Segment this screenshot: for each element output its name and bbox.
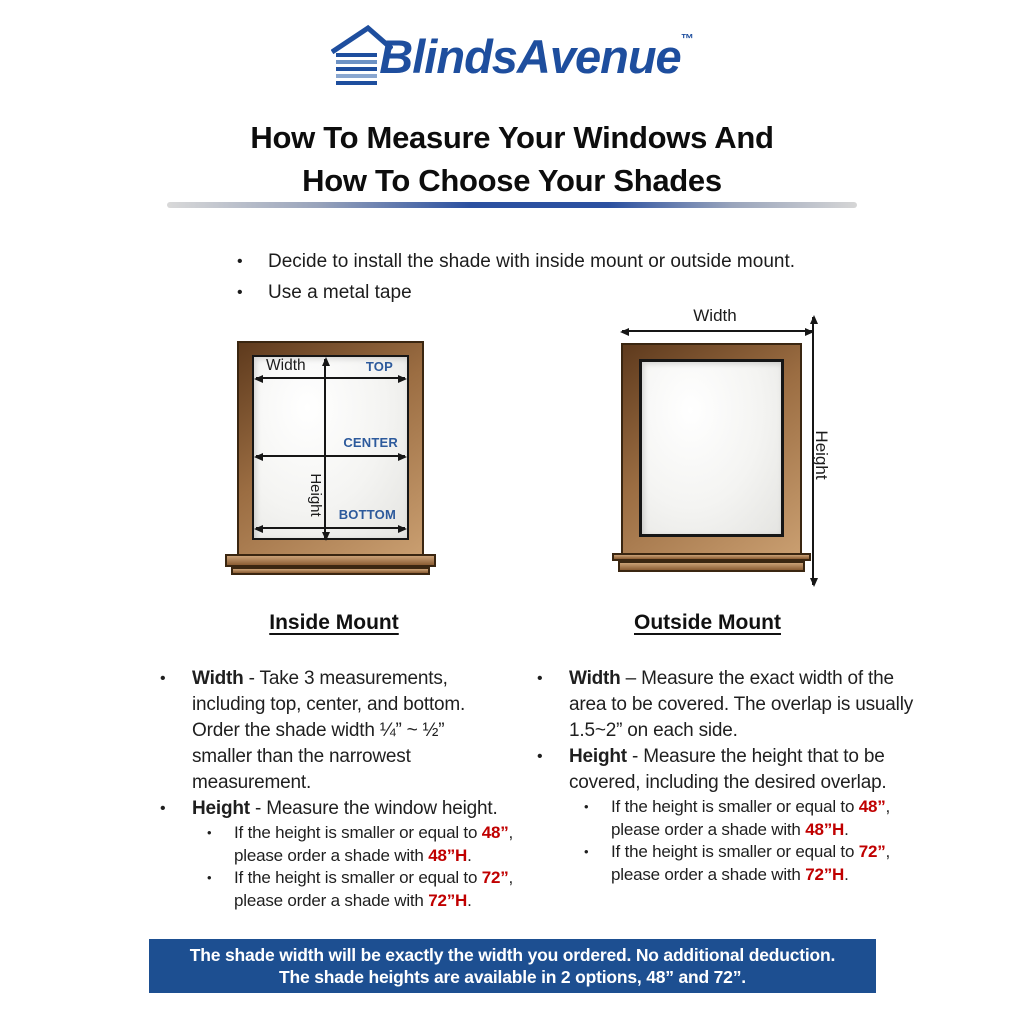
bullet-icon: • bbox=[537, 748, 543, 765]
inside-mount-instructions bbox=[155, 666, 530, 912]
center-width-measure-arrow bbox=[256, 455, 405, 457]
list-item-text: If the height is smaller or equal to 72”, please order a shade with 72”H. bbox=[234, 868, 514, 910]
logo-text: BlindsAvenue™ bbox=[379, 29, 693, 83]
trademark-symbol: ™ bbox=[680, 30, 693, 46]
list-item bbox=[205, 822, 530, 867]
inside-mount-diagram bbox=[237, 341, 424, 556]
bullet-icon: • bbox=[537, 670, 543, 687]
top-label: TOP bbox=[365, 359, 393, 374]
center-label: CENTER bbox=[343, 435, 398, 450]
bottom-width-measure-arrow bbox=[256, 527, 405, 529]
list-item bbox=[205, 867, 530, 912]
list-item-text: If the height is smaller or equal to 48”, please order a shade with 48”H. bbox=[611, 797, 891, 839]
bottom-label: BOTTOM bbox=[338, 507, 396, 522]
bullet-icon: • bbox=[160, 670, 166, 687]
list-item-text: Height - Measure the window height. bbox=[192, 798, 498, 819]
outside-mount-instructions bbox=[532, 666, 924, 886]
intro-bullet-list bbox=[237, 246, 795, 308]
list-item bbox=[155, 796, 530, 822]
bullet-icon: • bbox=[207, 870, 212, 885]
bullet-icon: • bbox=[160, 800, 166, 817]
list-item-text: Width – Measure the exact width of the area to be covered. The overlap is usually 1.5~2” on each side. bbox=[569, 668, 914, 741]
list-item bbox=[582, 841, 924, 886]
list-item-text: Height - Measure the height that to be covered, including the desired overlap. bbox=[569, 746, 887, 793]
height-label: Height bbox=[307, 473, 324, 517]
outside-mount-diagram bbox=[621, 343, 802, 555]
list-item bbox=[155, 666, 530, 796]
outside-mount-caption: Outside Mount bbox=[634, 611, 781, 634]
bullet-icon: • bbox=[584, 799, 589, 814]
bullet-icon: • bbox=[207, 825, 212, 840]
logo bbox=[0, 24, 1024, 88]
height-measure-arrow bbox=[324, 359, 326, 539]
banner-line1: The shade width will be exactly the width you ordered. No additional deduction. bbox=[189, 945, 836, 965]
page-title-line2: How To Choose Your Shades bbox=[302, 163, 722, 198]
bullet-icon: • bbox=[584, 844, 589, 859]
window-sill-base bbox=[231, 567, 430, 575]
height-label: Height bbox=[812, 430, 831, 480]
window-opening bbox=[639, 359, 784, 537]
window-sill bbox=[225, 554, 436, 567]
page-title-line1: How To Measure Your Windows And bbox=[250, 120, 774, 155]
bullet-icon: • bbox=[237, 253, 243, 270]
top-width-measure-arrow bbox=[256, 377, 405, 379]
list-item bbox=[532, 666, 924, 744]
window-sill bbox=[612, 553, 811, 561]
inside-mount-caption: Inside Mount bbox=[269, 611, 399, 634]
window-sill-base bbox=[618, 561, 805, 572]
list-item-text: If the height is smaller or equal to 48”, please order a shade with 48”H. bbox=[234, 823, 514, 865]
banner-line2: The shade heights are available in 2 options, 48” and 72”. bbox=[279, 967, 746, 987]
intro-bullet-item bbox=[237, 277, 795, 308]
title-divider bbox=[167, 202, 857, 208]
width-label: Width bbox=[693, 306, 737, 325]
info-banner bbox=[149, 939, 876, 993]
intro-bullet-text: Use a metal tape bbox=[268, 282, 412, 303]
bullet-icon: • bbox=[237, 284, 243, 301]
list-item bbox=[532, 744, 924, 796]
outside-width-measure-arrow bbox=[622, 330, 812, 332]
list-item bbox=[582, 796, 924, 841]
list-item-text: Width - Take 3 measurements, including top, center, and bottom. Order the shade width ¼” ~ ½” smaller than the narrowest measurement. bbox=[192, 668, 466, 793]
width-label: Width bbox=[266, 357, 306, 374]
intro-bullet-item bbox=[237, 246, 795, 277]
page-title bbox=[0, 116, 1024, 202]
list-item-text: If the height is smaller or equal to 72”, please order a shade with 72”H. bbox=[611, 842, 891, 884]
window-opening bbox=[252, 355, 409, 540]
intro-bullet-text: Decide to install the shade with inside mount or outside mount. bbox=[268, 251, 796, 272]
